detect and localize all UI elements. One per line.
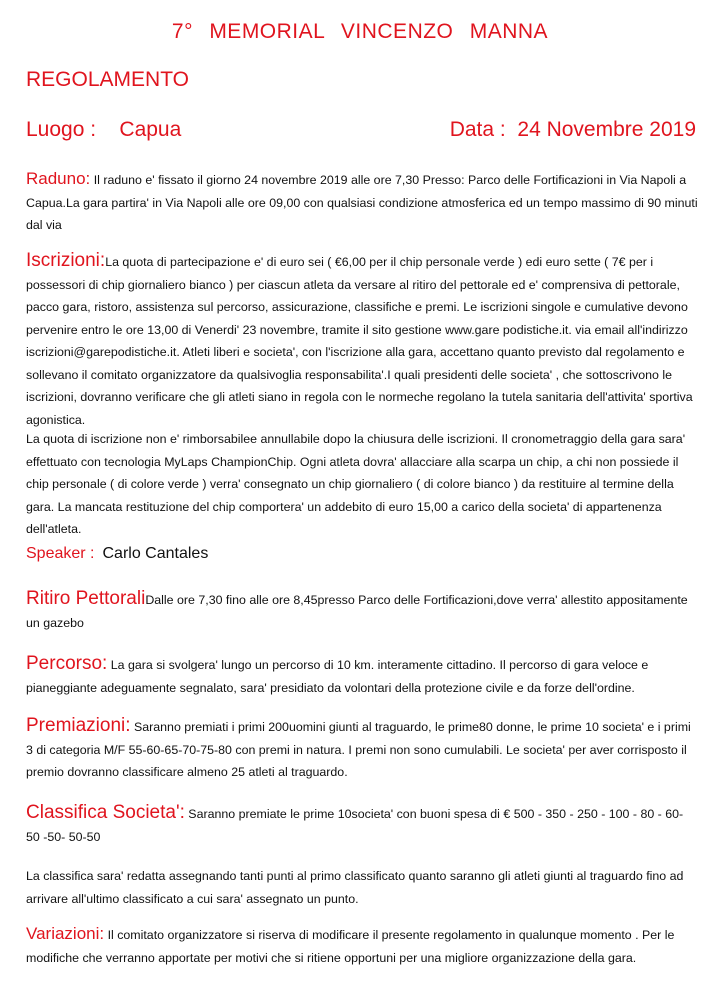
speaker-heading: Speaker : — [26, 545, 95, 562]
section-raduno — [26, 168, 698, 237]
percorso-text: La gara si svolgera' lungo un percorso di 10 km. interamente cittadino. Il percorso di gara veloce e pianeggiante adeguamente segnalato, sara' presidiato da volontari della protezione civile e da forze dell'ordine. — [26, 658, 649, 695]
section-premiazioni — [26, 715, 698, 784]
percorso-heading: Percorso: — [26, 653, 108, 674]
ritiro-heading: Ritiro Pettorali — [26, 588, 146, 609]
iscrizioni-text: La quota di partecipazione e' di euro sei ( €6,00 per il chip personale verde ) edi euro sette ( 7€ per i possessori di chip giornaliero bianco ) per ciascun atleta da versare al ritiro del pettorale ed e' comprensiva di pettorale, pacco gara, ristoro, assistenza sul percorso, assicurazione, classifiche e premi. Le iscrizioni singole e cumulative devono pervenire entro le ore 13,00 di Venerdi' 23 novembre, tramite il sito gestione www.gare podistiche.it. via email all'indirizzo iscrizioni@garepodistiche.it. Atleti liberi e societa', con l'iscrizione alla gara, accettano quanto previsto dal regolamento e sollevano il comitato organizzatore da qualsivoglia responsabilita'.I quali presidenti delle societa' , che sottoscrivono le iscrizioni, dovranno verificare che gli atleti siano in regola con le normeche regolano la tutela sanitaria dell'attivita' sportiva agonistica. — [26, 255, 693, 427]
classifica-heading: Classifica Societa': — [26, 802, 185, 823]
document-title: 7° MEMORIAL VINCENZO MANNA — [171, 20, 549, 43]
ritiro-text: Dalle ore 7,30 fino alle ore 8,45presso Parco delle Fortificazioni,dove verra' allestito appositamente un gazebo — [26, 593, 688, 630]
raduno-heading: Raduno: — [26, 169, 91, 188]
document-subtitle: REGOLAMENTO — [26, 68, 189, 91]
date-label: Data : 24 Novembre 2019 — [449, 118, 696, 141]
section-iscrizioni — [26, 250, 698, 431]
section-percorso — [26, 653, 698, 699]
section-speaker — [26, 545, 208, 563]
premiazioni-heading: Premiazioni: — [26, 715, 131, 736]
section-variazioni — [26, 923, 698, 969]
iscrizioni-heading: Iscrizioni: — [26, 250, 106, 271]
classifica-note: La classifica sara' redatta assegnando tanti punti al primo classificato quanto saranno gli atleti giunti al traguardo fino ad arrivare all'ultimo classificato a cui sara' assegnato un punto. — [26, 869, 684, 906]
raduno-text: Il raduno e' fissato il giorno 24 novembre 2019 alle ore 7,30 Presso: Parco delle Fortificazioni in Via Napoli a Capua.La gara partira' in Via Napoli alle ore 09,00 con qualsiasi condizione atmosferica ed un tempo massimo di 90 minuti dal via — [26, 173, 698, 232]
speaker-value: Carlo Cantales — [102, 545, 209, 562]
section-ritiro — [26, 588, 698, 634]
premiazioni-text: Saranno premiati i primi 200uomini giunti al traguardo, le prime80 donne, le prime 10 societa' e i primi 3 di categoria M/F 55-60-65-70-75-80 con premi in natura. I premi non sono cumulabili. Le societa' per aver corrisposto il premio dovranno classificare almeno 25 atleti al traguardo. — [26, 720, 691, 779]
variazioni-text: Il comitato organizzatore si riserva di modificare il presente regolamento in qualunque momento . Per le modifiche che verranno apportate per motivi che si ritiene opportuni per una migliore organizzazione della gara. — [26, 928, 675, 965]
section-classifica — [26, 802, 698, 848]
variazioni-heading: Variazioni: — [26, 924, 105, 943]
quota-note: La quota di iscrizione non e' rimborsabilee annullabile dopo la chiusura delle iscrizioni. Il cronometraggio della gara sara' effettuato con tecnologia MyLaps ChampionChip. Ogni atleta dovra' allacciare alla scarpa un chip, a chi non possiede il chip personale ( di colore verde ) verra' consegnato un chip giornaliero ( di colore bianco ) da restituire al termine della gara. La mancata restituzione del chip comportera' un addebito di euro 15,00 a carico della societa' di appartenenza dell'atleta. — [26, 432, 686, 536]
classifica-text: Saranno premiate le prime 10societa' con buoni spesa di € 500 - 350 - 250 - 100 - 80 - 60- 50 -50- 50-50 — [26, 807, 684, 844]
luogo-label: Luogo : Capua — [26, 118, 182, 141]
